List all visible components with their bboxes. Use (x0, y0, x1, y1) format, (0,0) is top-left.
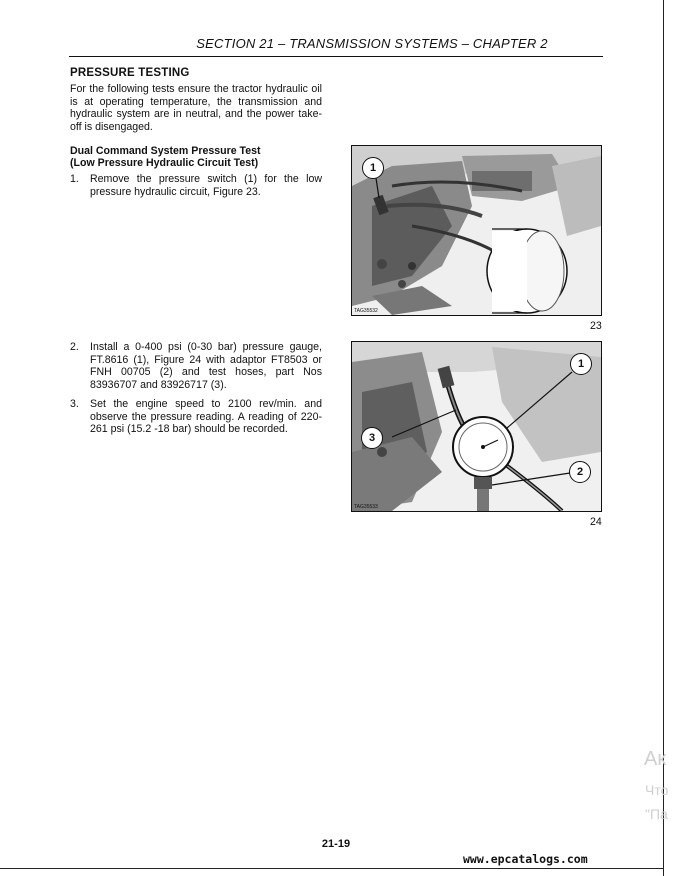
step-text: Set the engine speed to 2100 rev/min. and observe the pressure reading. A reading of 220-261 psi (15.2 -18 bar) should be recorded. (90, 398, 322, 436)
step-number: 1. (70, 173, 79, 185)
page-border-right (663, 0, 664, 876)
header-rule (69, 56, 603, 57)
website-link[interactable]: www.epcatalogs.com (463, 852, 588, 866)
figure-23-photo (351, 145, 602, 316)
step-text: Remove the pressure switch (1) for the low pressure hydraulic circuit, Figure 23. (90, 173, 322, 198)
figure-23-code: TAG35532 (354, 308, 378, 314)
page-number-text: 21-19 (321, 838, 351, 850)
section-heading: PRESSURE TESTING (70, 67, 190, 79)
figure-23-illustration (352, 146, 601, 315)
header-title: SECTION 21 – TRANSMISSION SYSTEMS – CHAPTER 2 (196, 36, 548, 51)
page-border-bottom (0, 868, 664, 869)
figure-23-callout-1: 1 (362, 157, 384, 179)
subheading-line2: (Low Pressure Hydraulic Circuit Test) (70, 157, 259, 169)
step-number: 3. (70, 398, 79, 410)
watermark-line-3: "Па (645, 806, 668, 822)
page-header (0, 36, 664, 51)
figure-24-callout-2: 2 (569, 461, 591, 483)
figure-24-number: 24 (590, 516, 602, 528)
page-number (0, 838, 664, 850)
figure-24-illustration (352, 342, 601, 511)
subheading-line1: Dual Command System Pressure Test (70, 145, 261, 157)
figure-24-callout-3: 3 (361, 427, 383, 449)
figure-23-number: 23 (590, 320, 602, 332)
intro-paragraph: For the following tests ensure the tractor hydraulic oil is at operating temperature, the transmission and hydraulic system are in neutral, and the power take-off is disengaged. (70, 83, 322, 133)
watermark-line-1: Ак (644, 748, 667, 770)
figure-24-code: TAG35533 (354, 504, 378, 510)
watermark-line-2: Что (645, 782, 669, 798)
figure-24-callout-1: 1 (570, 353, 592, 375)
step-number: 2. (70, 341, 79, 353)
step-text: Install a 0-400 psi (0-30 bar) pressure gauge, FT.8616 (1), Figure 24 with adaptor FT8503 or FNH 00705 (2) and test hoses, part Nos 83936707 and 83926717 (3). (90, 341, 322, 391)
figure-24-photo (351, 341, 602, 512)
